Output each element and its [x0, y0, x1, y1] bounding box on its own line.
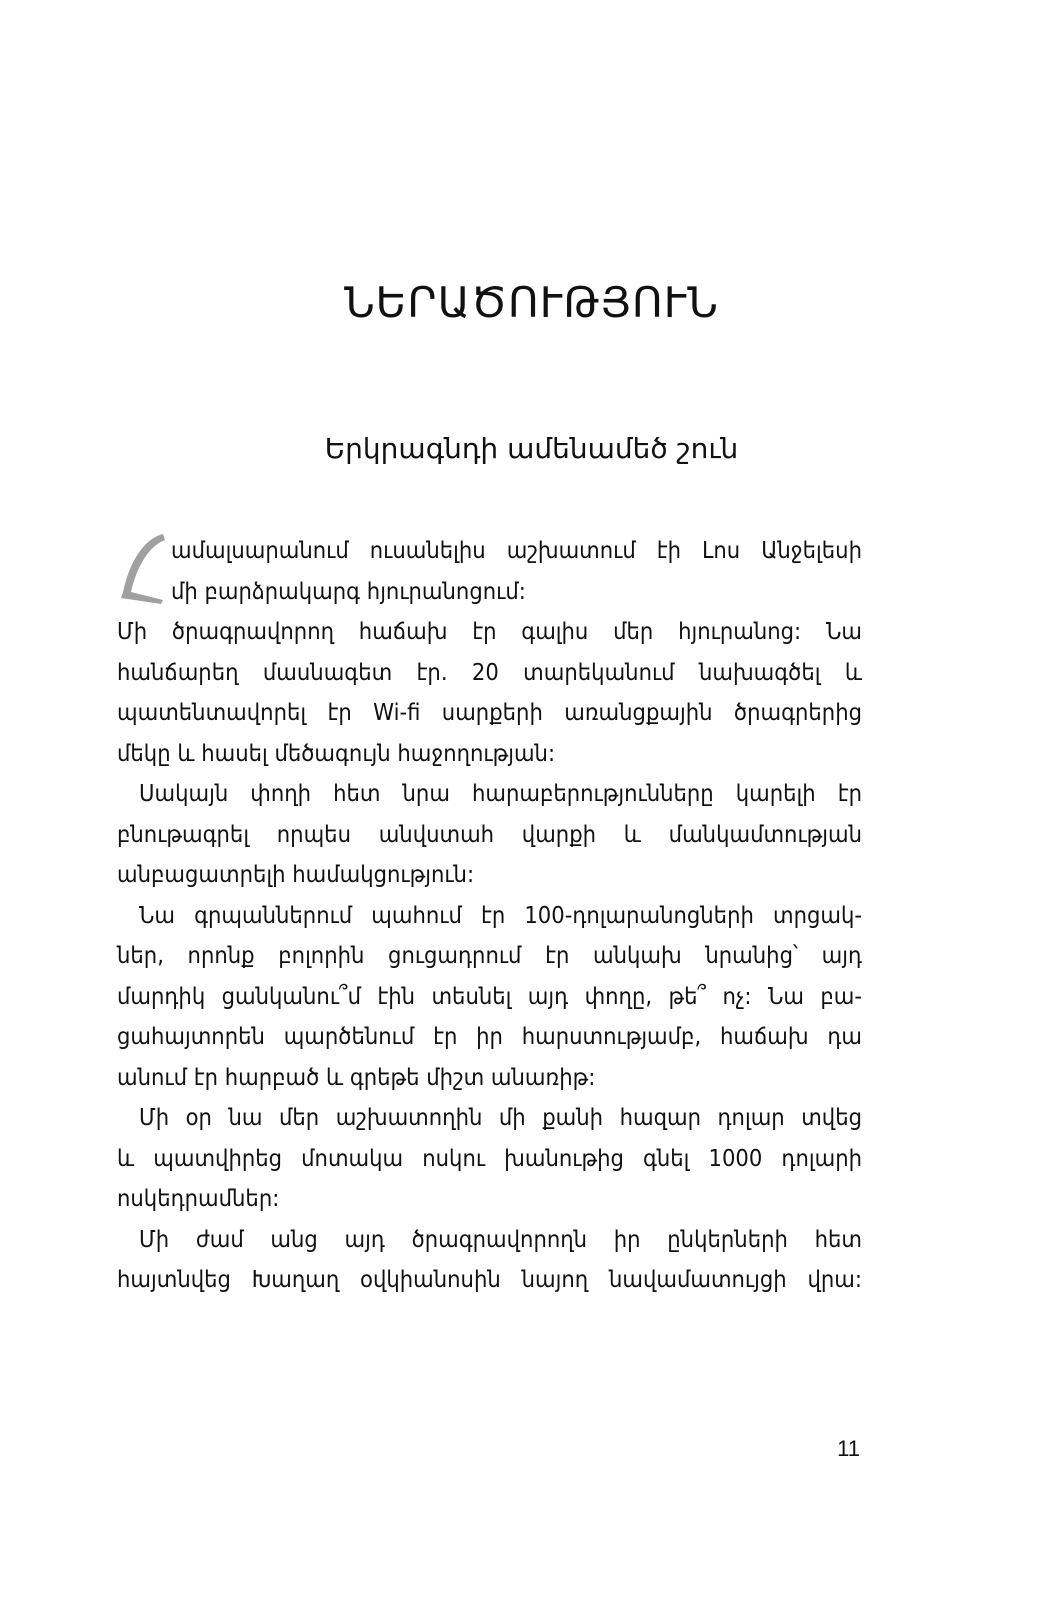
- text-line: ներ, որոնք բոլորին ցուցադրում էր անկախ նրանից՝ այդ: [117, 941, 862, 969]
- text-line: մի բարձրակարգ հյուրանոցում:: [171, 576, 526, 605]
- text-line: Նա գրպաններում պահում էր 100-դոլարանոցների տրցակ-: [139, 900, 862, 929]
- text-line: ամալսարանում ուսանելիս աշխատում էի Լոս Անջելեսի: [171, 536, 862, 564]
- page-number: 11: [837, 1436, 860, 1461]
- text-line: Մի ժամ անց այդ ծրագրավորողն իր ընկերների հետ: [139, 1224, 862, 1253]
- text-line: ցահայտորեն պարծենում էր իր հարստությամբ, հաճախ դա: [117, 1022, 862, 1050]
- text-line: անում էր հարբած և գրեթե միշտ անառիթ:: [117, 1062, 596, 1091]
- section-title: Երկրագնդի ամենամեծ շուն: [324, 432, 739, 465]
- chapter-title: ՆԵՐԱԾՈՒԹՅՈՒՆ: [344, 278, 719, 327]
- text-line: հայտնվեց Խաղաղ օվկիանոսին նայող նավամատույցի վրա:: [117, 1265, 862, 1293]
- text-line: ոսկեդրամներ:: [117, 1184, 280, 1212]
- text-line: հանճարեղ մասնագետ էր. 20 տարեկանում նախագծել և: [117, 657, 862, 686]
- text-line: Մի օր նա մեր աշխատողին մի քանի հազար դոլար տվեց: [139, 1103, 862, 1131]
- text-line: և պատվիրեց մոտակա ոսկու խանութից գնել 1000 դոլարի: [117, 1143, 862, 1172]
- text-line: բնութագրել որպես անվստահ վարքի և մանկամտության: [117, 819, 862, 848]
- text-line: Մի ծրագրավորող հաճախ էր գալիս մեր հյուրանոց: Նա: [117, 617, 862, 645]
- text-line: անբացատրելի համակցություն:: [117, 860, 475, 888]
- text-line: մարդիկ ցանկանու՞մ էին տեսնել այդ փողը, թե՞ ոչ: Նա բա-: [117, 981, 862, 1010]
- text-line: Սակայն փողի հետ նրա հարաբերությունները կարելի էր: [139, 779, 862, 807]
- text-line: մեկը և հասել մեծագույն հաջողության:: [117, 738, 556, 767]
- body-text: [117, 530, 862, 1300]
- text-line: պատենտավորել էր Wi-fi սարքերի առանցքային ծրագրերից: [117, 698, 862, 726]
